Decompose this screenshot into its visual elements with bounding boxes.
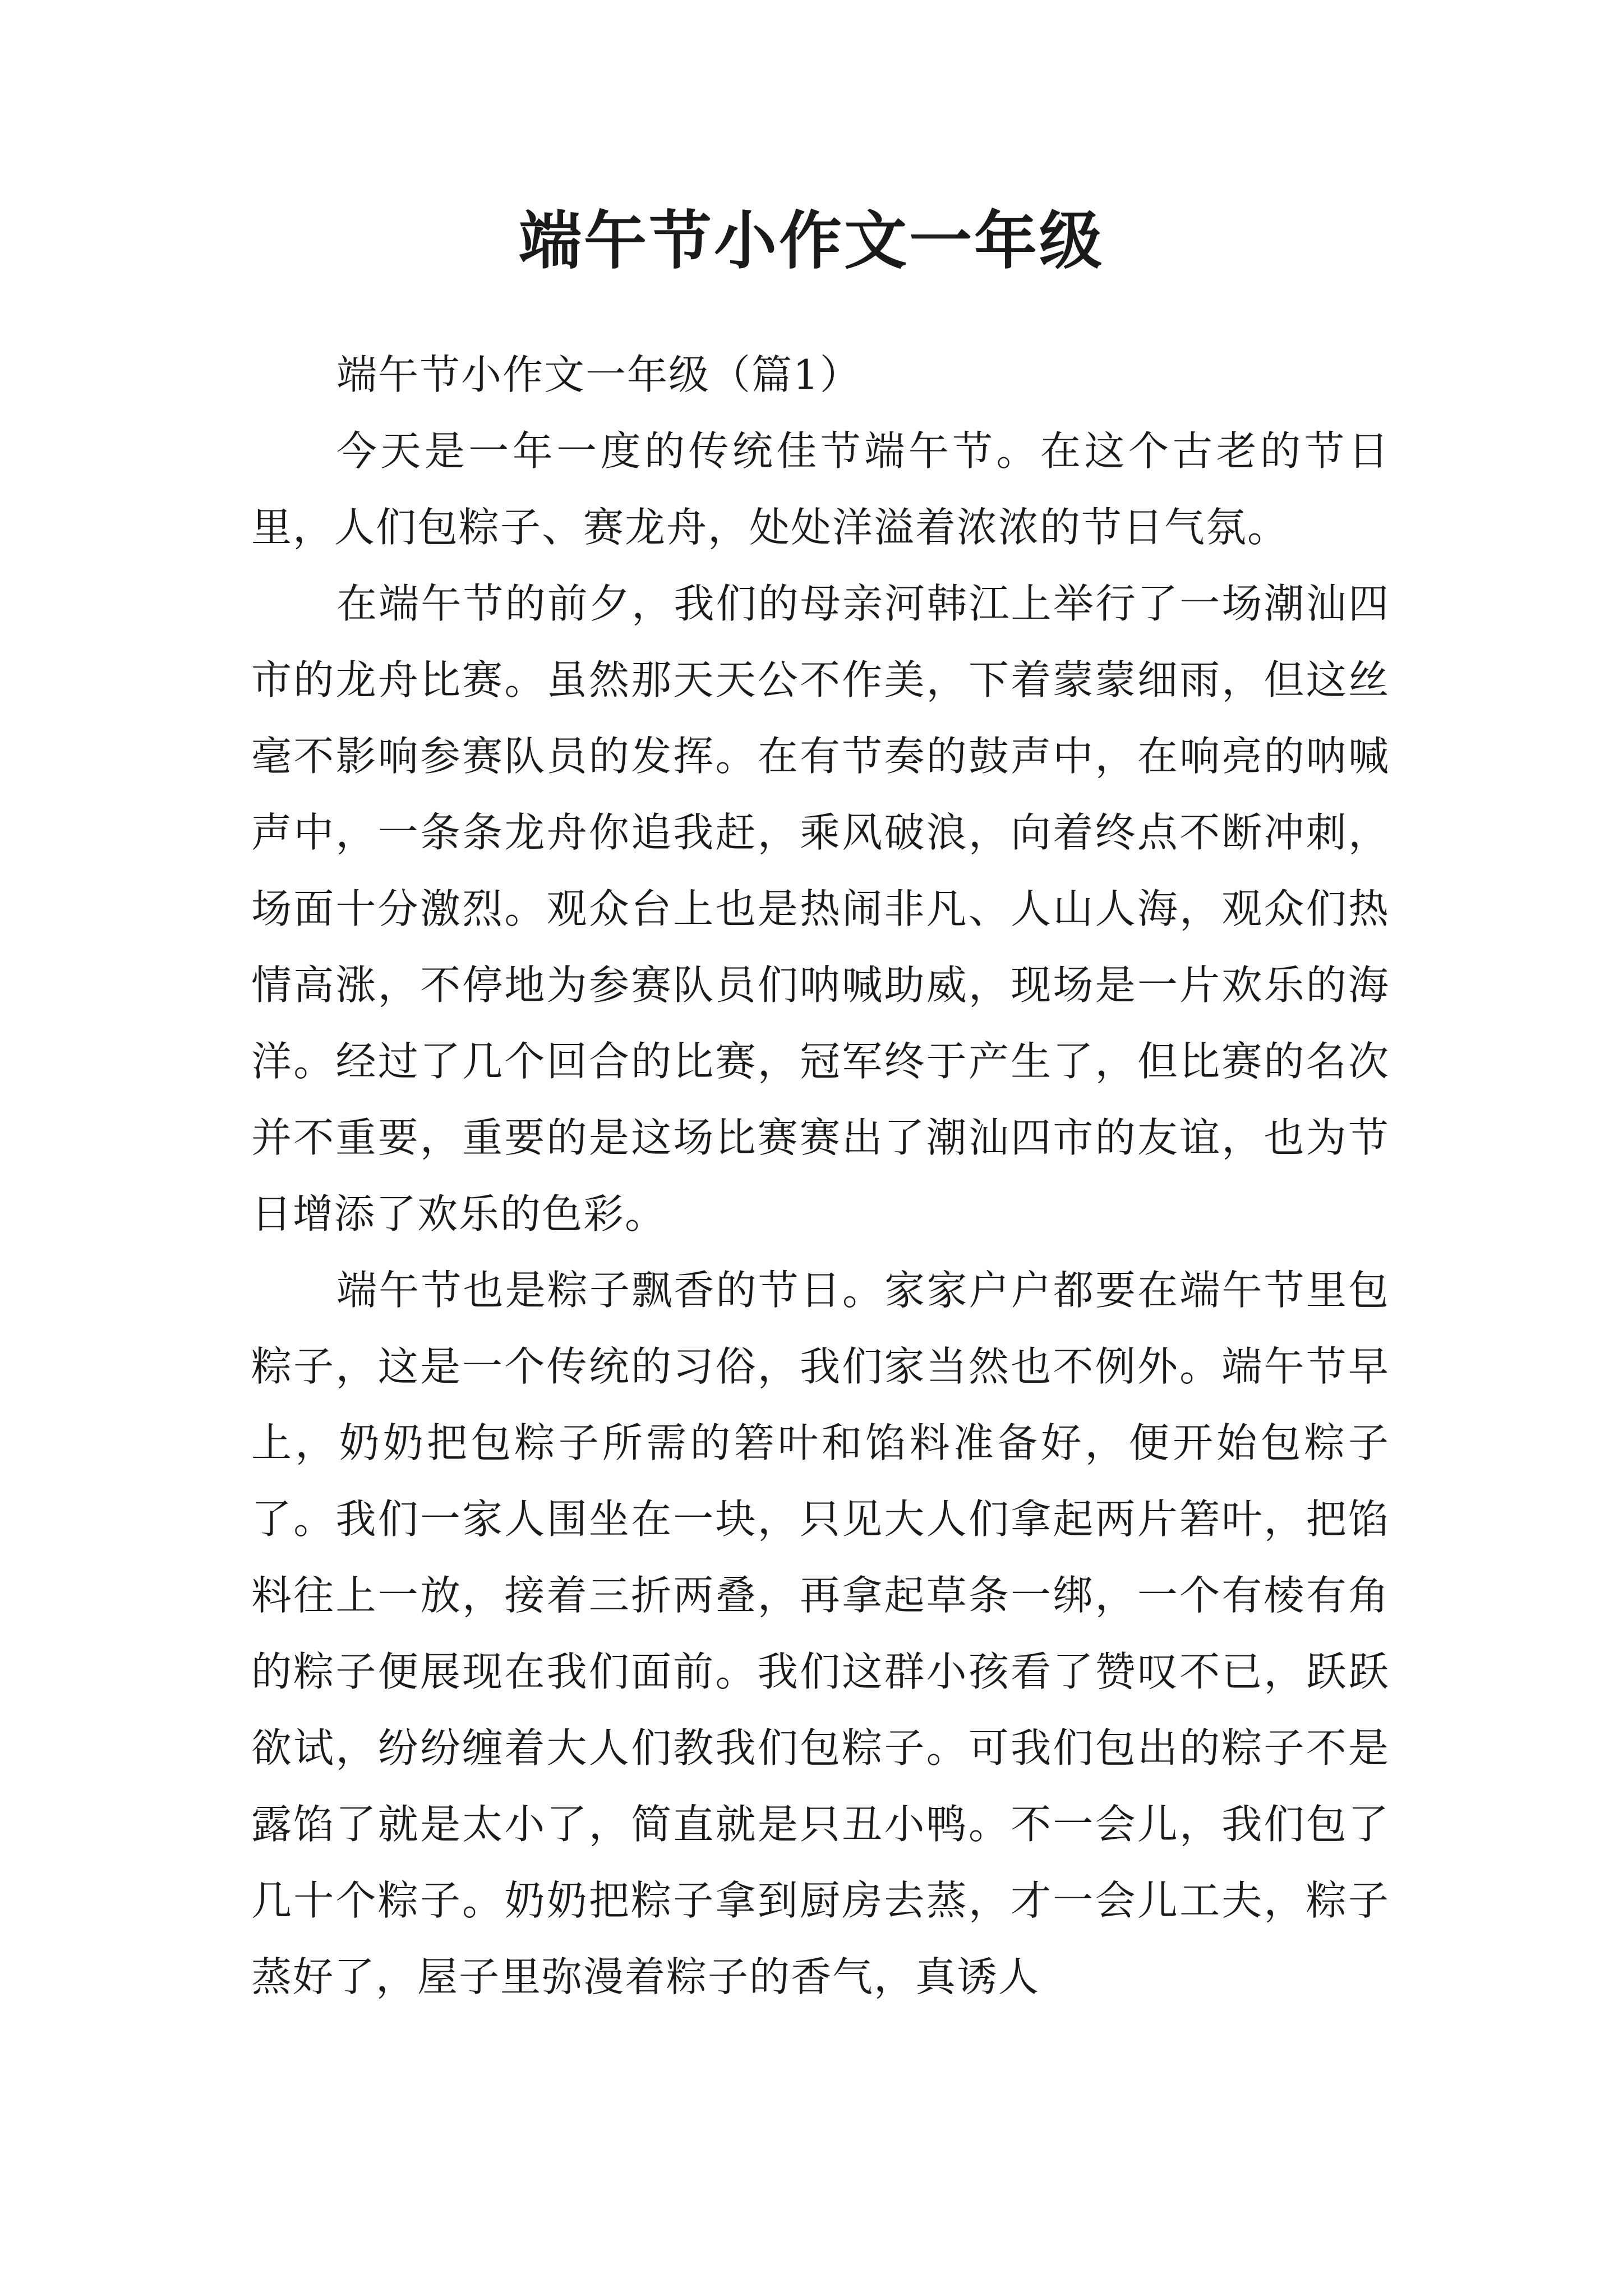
- paragraph: 端午节也是粽子飘香的节日。家家户户都要在端午节里包粽子，这是一个传统的习俗，我们家当然也不例外。端午节早上，奶奶把包粽子所需的箬叶和馅料准备好，便开始包粽子了。我们一家人围坐在一块，只见大人们拿起两片箬叶，把馅料往上一放，接着三折两叠，再拿起草条一绑，一个有棱有角的粽子便展现在我们面前。我们这群小孩看了赞叹不已，跃跃欲试，纷纷缠着大人们教我们包粽子。可我们包出的粽子不是露馅了就是太小了，简直就是只丑小鸭。不一会儿，我们包了几十个粽子。奶奶把粽子拿到厨房去蒸，才一会儿工夫，粽子蒸好了，屋子里弥漫着粽子的香气，真诱人: [251, 1267, 1390, 2000]
- paragraph: 在端午节的前夕，我们的母亲河韩江上举行了一场潮汕四市的龙舟比赛。虽然那天天公不作美，下着蒙蒙细雨，但这丝毫不影响参赛队员的发挥。在有节奏的鼓声中，在响亮的呐喊声中，一条条龙舟你追我赶，乘风破浪，向着终点不断冲刺，场面十分激烈。观众台上也是热闹非凡、人山人海，观众们热情高涨，不停地为参赛队员们呐喊助威，现场是一片欢乐的海洋。经过了几个回合的比赛，冠军终于产生了，但比赛的名次并不重要，重要的是这场比赛赛出了潮汕四市的友谊，也为节日增添了欢乐的色彩。: [251, 580, 1390, 1237]
- document-title: 端午节小作文一年级: [519, 204, 1104, 278]
- document-body: [251, 337, 1390, 2015]
- section-heading: 端午节小作文一年级（篇1）: [336, 351, 861, 398]
- paragraph: 今天是一年一度的传统佳节端午节。在这个古老的节日里，人们包粽子、赛龙舟，处处洋溢着浓浓的节日气氛。: [251, 427, 1390, 551]
